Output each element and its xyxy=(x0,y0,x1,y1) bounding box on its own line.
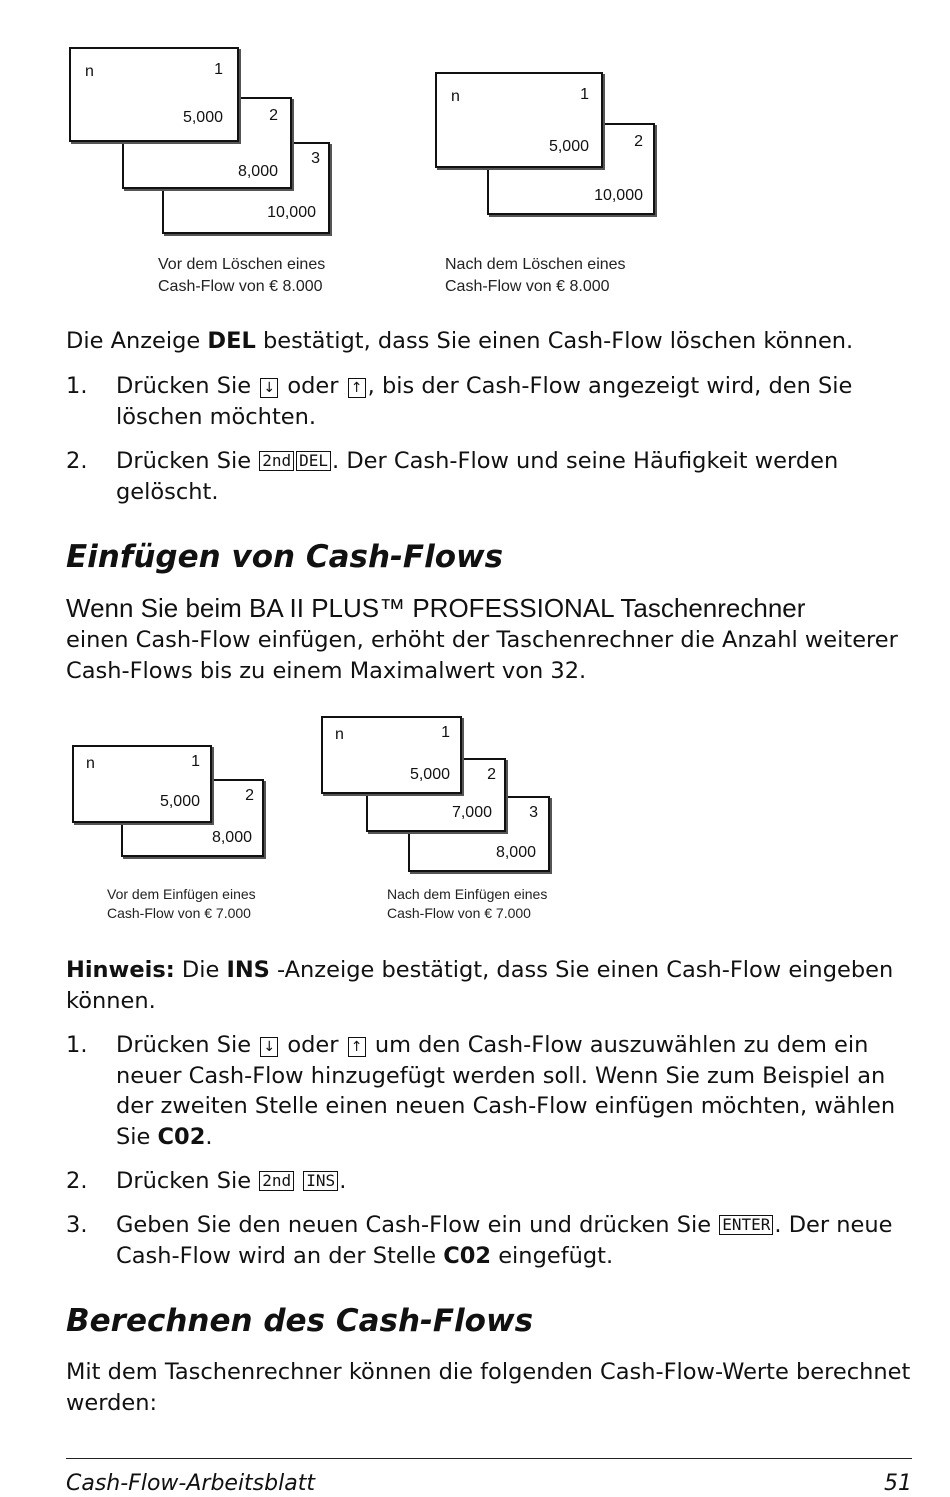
down-arrow-key-icon: ↓ xyxy=(260,1037,278,1057)
insert-step-3: Geben Sie den neuen Cash-Flow ein und drücken Sie ENTER . Der neue Cash-Flow wird an der Stelle C02 eingefügt. xyxy=(116,1212,893,1269)
diagram-caption xyxy=(445,254,626,298)
cash-flow-card-1 xyxy=(435,72,603,168)
diagram-caption xyxy=(387,885,547,923)
cash-flow-value: 10,000 xyxy=(594,187,643,204)
cash-flow-index: 2 xyxy=(269,107,278,124)
step-number: 1. xyxy=(66,373,88,399)
cash-flow-index: 2 xyxy=(634,133,643,150)
cash-flow-value: 5,000 xyxy=(548,138,589,155)
ins-key-icon: INS xyxy=(303,1171,338,1191)
cash-flow-card-1 xyxy=(69,47,239,142)
del-key-icon: DEL xyxy=(296,451,331,471)
step-number: 2. xyxy=(66,448,88,474)
insert-lead-line: Wenn Sie beim BA II PLUS™ PROFESSIONAL Taschenrechner xyxy=(66,593,806,623)
footer-title: Cash-Flow-Arbeitsblatt xyxy=(66,1471,315,1496)
caption-line: Nach dem Einfügen eines xyxy=(387,886,548,902)
caption-line: Vor dem Einfügen eines xyxy=(107,886,256,902)
insert-note: Hinweis: Die INS -Anzeige bestätigt, dass Sie einen Cash-Flow eingeben können. xyxy=(66,957,894,1014)
insert-body: einen Cash-Flow einfügen, erhöht der Taschenrechner die Anzahl weiterer Cash-Flows bis zu einem Maximalwert von 32. xyxy=(66,627,898,684)
caption-line: Cash-Flow von € 7.000 xyxy=(387,905,531,921)
cash-flow-value: 8,000 xyxy=(237,163,278,180)
diagram-caption xyxy=(107,885,256,923)
count-label: n xyxy=(451,88,460,105)
heading-compute-cash-flows: Berechnen des Cash-Flows xyxy=(66,1303,534,1339)
display-indicator-del: DEL xyxy=(207,328,256,354)
count-label: n xyxy=(335,726,344,743)
page-number: 51 xyxy=(884,1471,912,1496)
cash-flow-value: 5,000 xyxy=(182,109,223,126)
note-label: Hinweis: xyxy=(66,957,175,983)
cash-flow-card-1 xyxy=(321,716,462,794)
down-arrow-key-icon: ↓ xyxy=(260,378,278,398)
diagram-caption xyxy=(158,254,325,298)
caption-line: Cash-Flow von € 8.000 xyxy=(158,278,323,295)
cash-flow-index: 1 xyxy=(580,86,589,103)
up-arrow-key-icon: ↑ xyxy=(348,1037,366,1057)
compute-body: Mit dem Taschenrechner können die folgenden Cash-Flow-Werte berechnet werden: xyxy=(66,1359,911,1416)
caption-line: Vor dem Löschen eines xyxy=(158,256,326,273)
cash-flow-index: 1 xyxy=(191,753,200,770)
cash-flow-index: 1 xyxy=(441,724,450,741)
cash-flow-value: 5,000 xyxy=(159,793,200,810)
cash-flow-index: 1 xyxy=(214,61,223,78)
cash-flow-index: 2 xyxy=(487,766,496,783)
caption-line: Cash-Flow von € 8.000 xyxy=(445,278,610,295)
caption-line: Nach dem Löschen eines xyxy=(445,256,626,273)
heading-insert-cash-flows: Einfügen von Cash-Flows xyxy=(66,539,504,575)
cash-flow-value: 5,000 xyxy=(409,766,450,783)
up-arrow-key-icon: ↑ xyxy=(348,378,366,398)
second-key-icon: 2nd xyxy=(259,451,294,471)
delete-step-1: Drücken Sie ↓ oder ↑ , bis der Cash-Flow angezeigt wird, den Sie löschen möchten. xyxy=(116,373,853,430)
cash-flow-card-1 xyxy=(72,745,212,823)
cash-flow-value: 8,000 xyxy=(495,844,536,861)
caption-line: Cash-Flow von € 7.000 xyxy=(107,905,251,921)
count-label: n xyxy=(85,63,94,80)
step-number: 3. xyxy=(66,1212,88,1238)
cash-flow-code: C02 xyxy=(443,1242,492,1269)
step-number: 1. xyxy=(66,1032,88,1058)
cash-flow-value: 8,000 xyxy=(211,829,252,846)
cash-flow-index: 3 xyxy=(529,804,538,821)
insert-step-1: Drücken Sie ↓ oder ↑ um den Cash-Flow auszuwählen zu dem ein neuer Cash-Flow hinzugefügt werden soll. Wenn Sie zum Beispiel an der zweiten Stelle einen neuen Cash-Flow einfügen möchten, wählen Sie C02. xyxy=(116,1032,896,1150)
cash-flow-value: 7,000 xyxy=(451,804,492,821)
cash-flow-index: 2 xyxy=(245,787,254,804)
step-number: 2. xyxy=(66,1168,88,1194)
enter-key-icon: ENTER xyxy=(719,1215,773,1235)
insert-step-2: Drücken Sie 2nd INS . xyxy=(116,1168,347,1194)
footer-divider xyxy=(66,1458,912,1459)
second-key-icon: 2nd xyxy=(259,1171,294,1191)
cash-flow-code: C02 xyxy=(157,1123,206,1150)
cash-flow-index: 3 xyxy=(311,150,320,167)
delete-intro: Die Anzeige DEL bestätigt, dass Sie einen Cash-Flow löschen können. xyxy=(66,328,854,354)
delete-step-2: Drücken Sie 2nd DEL . Der Cash-Flow und seine Häufigkeit werden gelöscht. xyxy=(116,448,839,505)
cash-flow-value: 10,000 xyxy=(267,204,316,221)
display-indicator-ins: INS xyxy=(226,957,270,983)
count-label: n xyxy=(86,755,95,772)
